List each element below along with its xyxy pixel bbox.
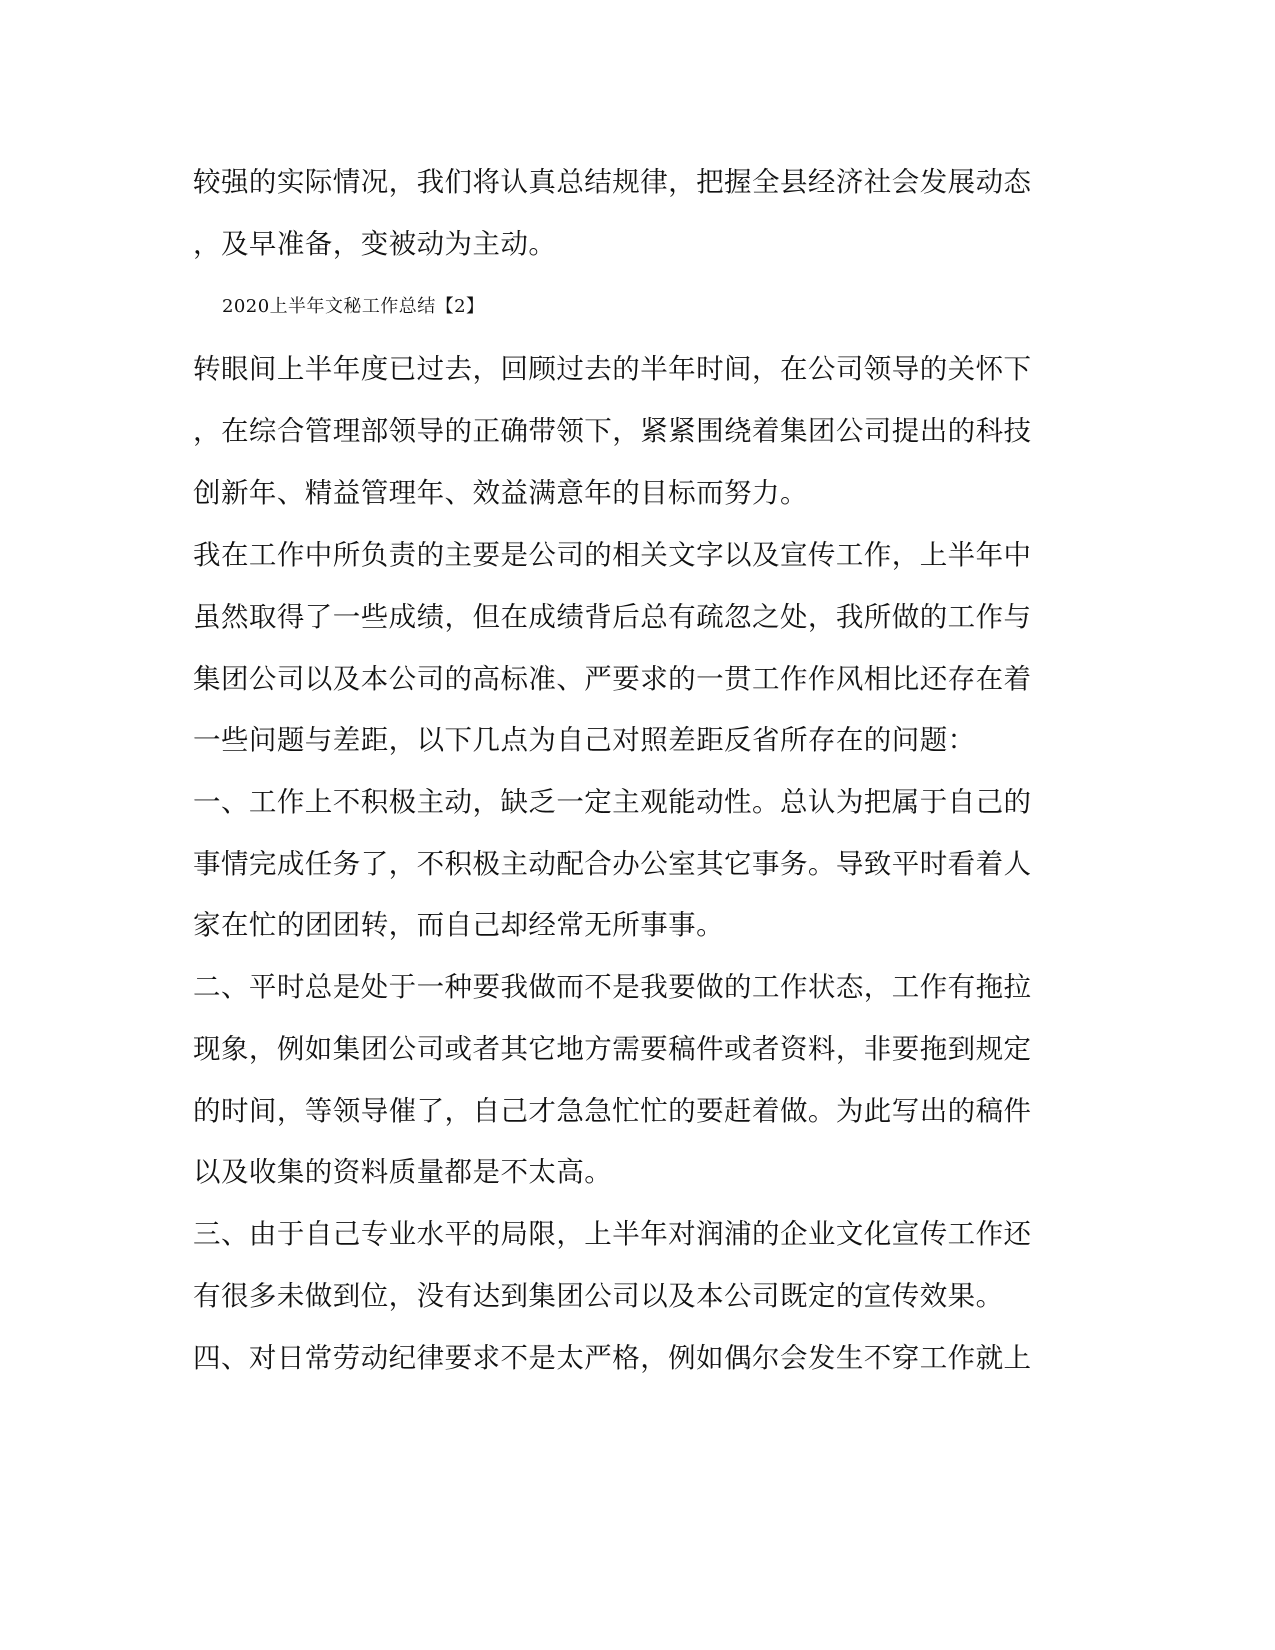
body-text-line: 有很多未做到位，没有达到集团公司以及本公司既定的宣传效果。 — [193, 1280, 1004, 1312]
body-text-line: 一些问题与差距，以下几点为自己对照差距反省所存在的问题： — [193, 724, 976, 756]
body-text-line: 集团公司以及本公司的高标准、严要求的一贯工作作风相比还存在着 — [193, 663, 1032, 695]
body-text-line: 以及收集的资料质量都是不太高。 — [193, 1156, 613, 1188]
body-text-line: 家在忙的团团转，而自己却经常无所事事。 — [193, 909, 725, 941]
body-text-line: 虽然取得了一些成绩，但在成绩背后总有疏忽之处，我所做的工作与 — [193, 601, 1032, 633]
body-text-line: 转眼间上半年度已过去，回顾过去的半年时间，在公司领导的关怀下 — [193, 353, 1032, 385]
body-text-line: ，及早准备，变被动为主动。 — [193, 228, 557, 260]
body-text-line: 事情完成任务了，不积极主动配合办公室其它事务。导致平时看着人 — [193, 848, 1032, 880]
body-text-line: 三、由于自己专业水平的局限，上半年对润浦的企业文化宣传工作还 — [193, 1218, 1032, 1250]
body-text-line: 二、平时总是处于一种要我做而不是我要做的工作状态，工作有拖拉 — [193, 971, 1032, 1003]
body-text-line: 较强的实际情况，我们将认真总结规律，把握全县经济社会发展动态 — [193, 166, 1032, 198]
body-text-line: ，在综合管理部领导的正确带领下，紧紧围绕着集团公司提出的科技 — [193, 415, 1032, 447]
body-text-line: 四、对日常劳动纪律要求不是太严格，例如偶尔会发生不穿工作就上 — [193, 1342, 1032, 1374]
body-text-line: 我在工作中所负责的主要是公司的相关文字以及宣传工作，上半年中 — [193, 539, 1032, 571]
body-text-line: 创新年、精益管理年、效益满意年的目标而努力。 — [193, 477, 808, 509]
body-text-line: 一、工作上不积极主动，缺乏一定主观能动性。总认为把属于自己的 — [193, 786, 1032, 818]
body-text-line: 的时间，等领导催了，自己才急急忙忙的要赶着做。为此写出的稿件 — [193, 1095, 1032, 1127]
section-heading: 2020上半年文秘工作总结【2】 — [222, 296, 485, 317]
body-text-line: 现象，例如集团公司或者其它地方需要稿件或者资料，非要拖到规定 — [193, 1033, 1032, 1065]
